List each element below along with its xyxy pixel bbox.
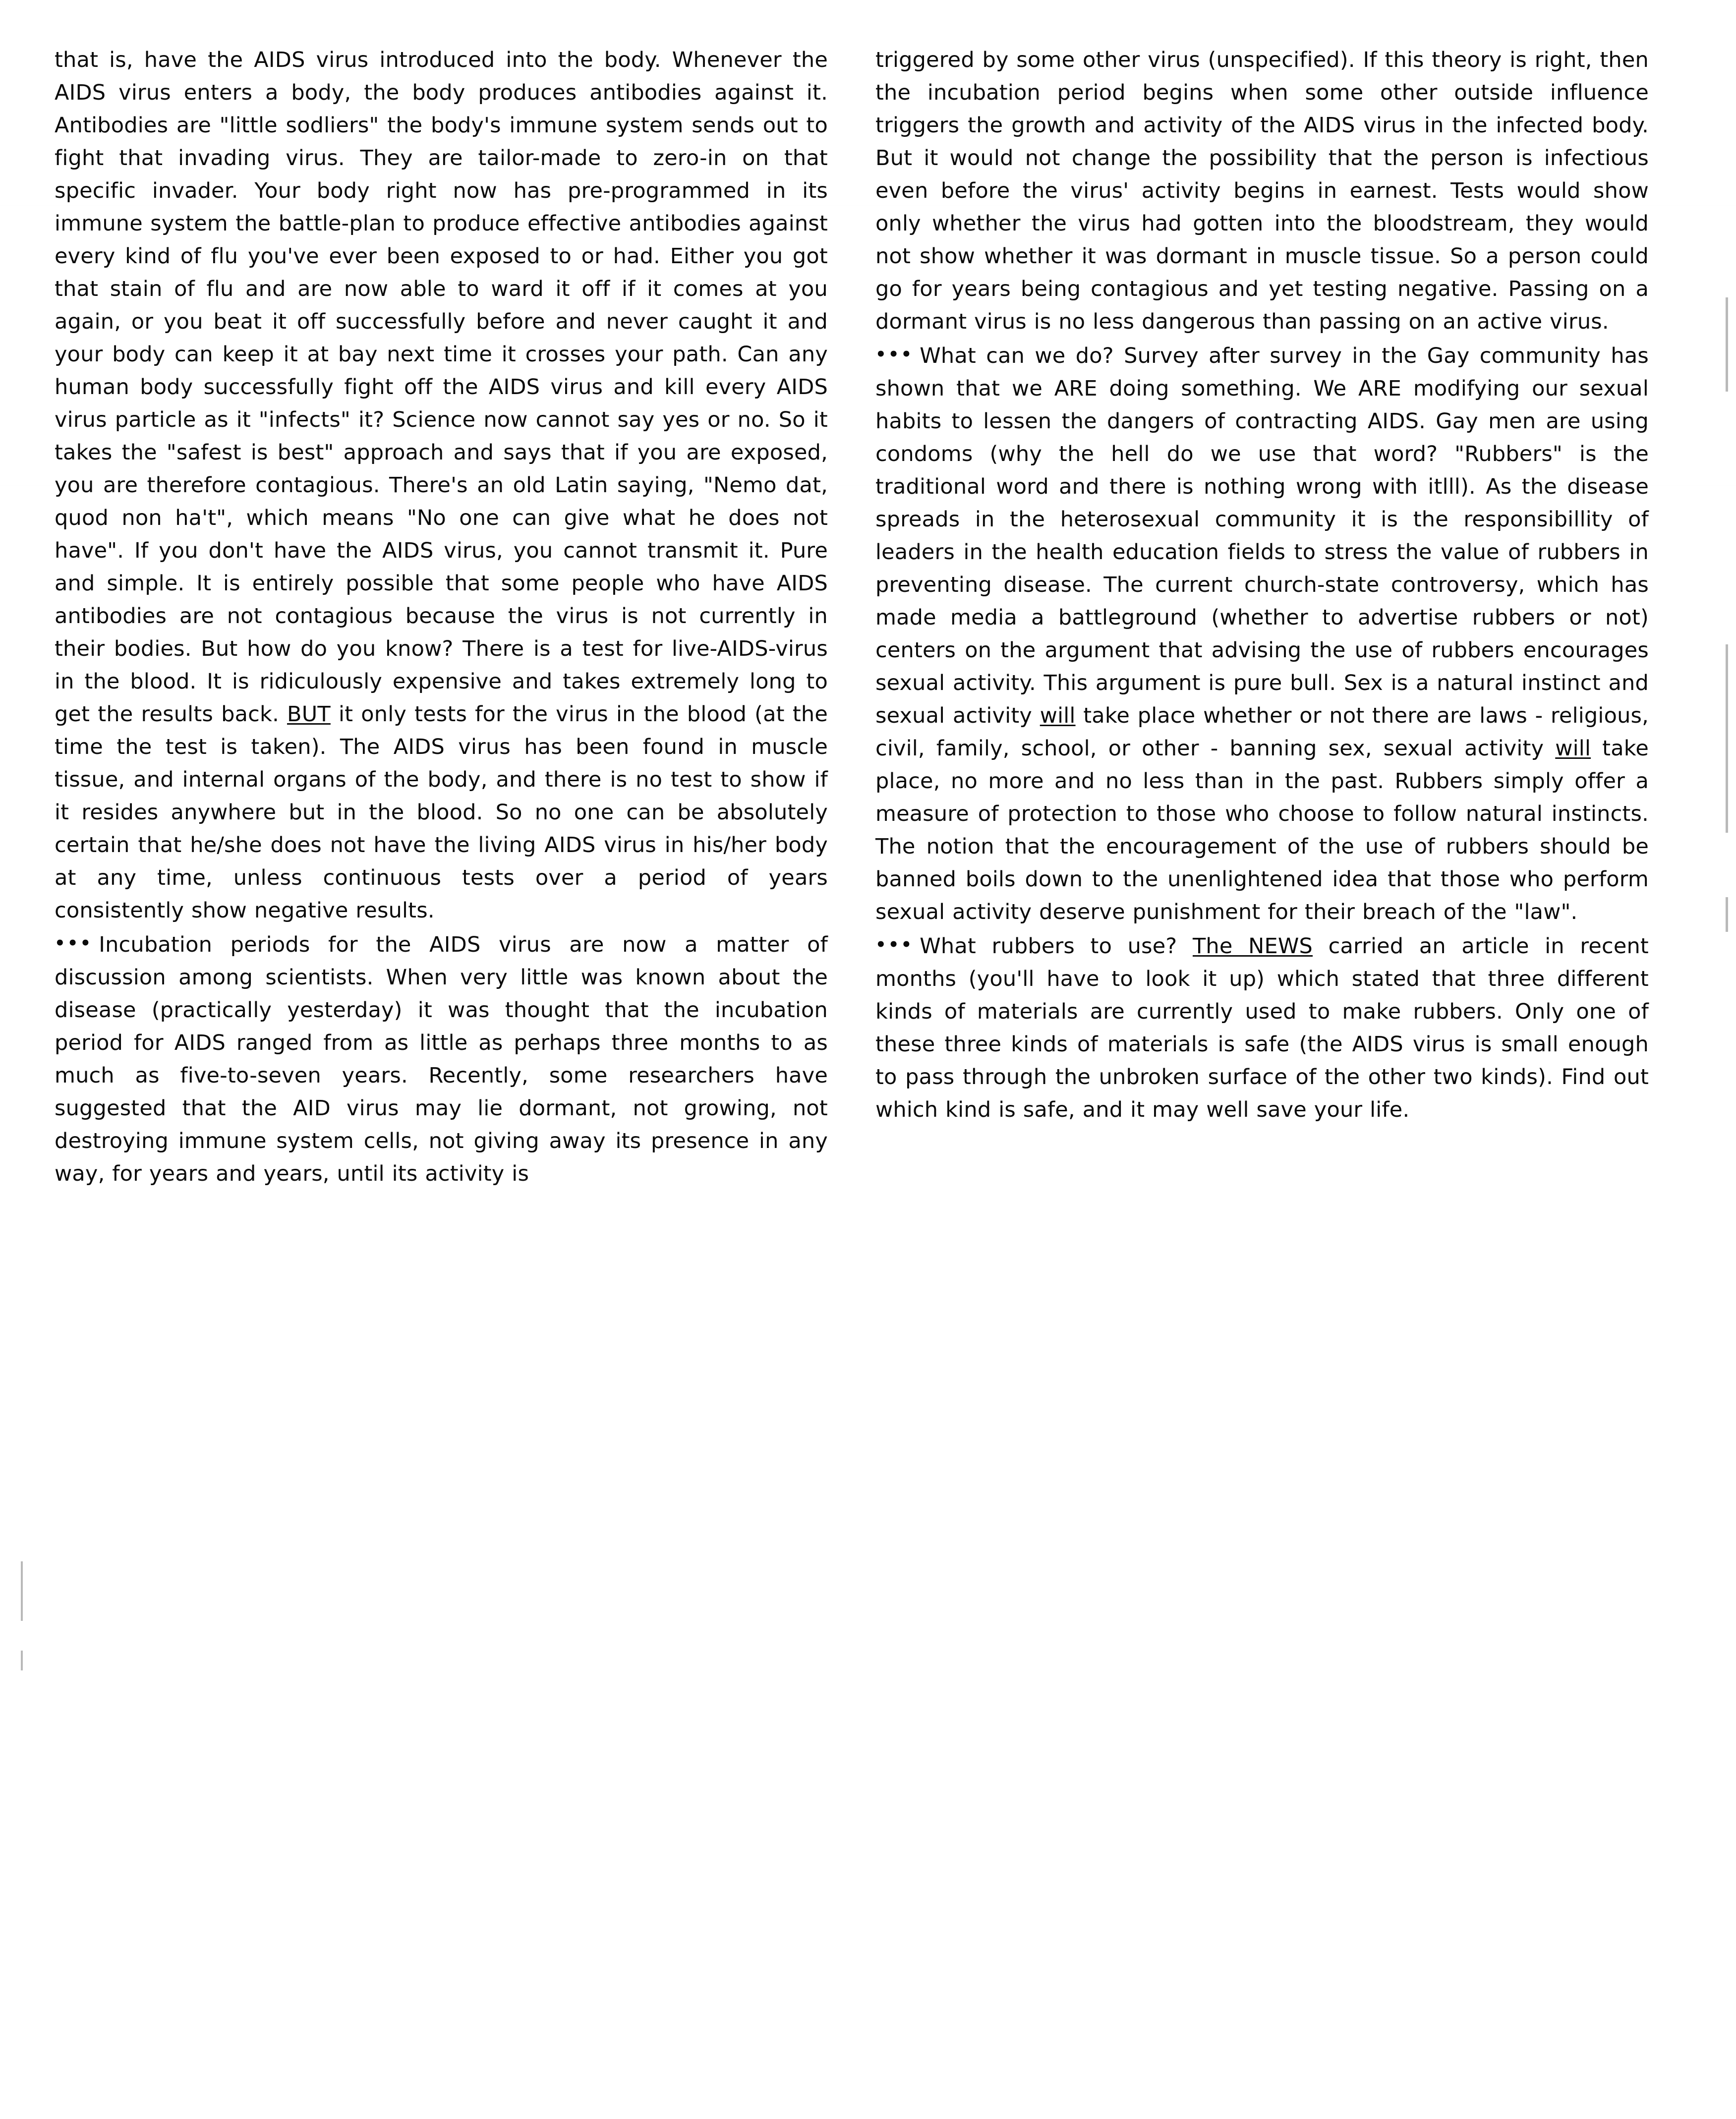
paragraph-text: What can we do? Survey after survey in the Gay community has shown that we ARE doing something. We ARE modifying our sexual habits to lessen the dangers of contracting AIDS. Gay men are using condoms (why the hell do we use that word? "Rubbers" is the traditional word and there is nothing wrong with itlll). As the disease spreads in the heterosexual community it is the responsibillity of leaders in the health education fields to stress the value of rubbers in preventing disease. The current church-state controversy, which has made media a battleground (whether to advertise rubbers or not) centers on the argument that advising the use of rubbers encourages sexual activity. This argument is pure bull. Sex is a natural instinct and sexual activity <box>875 344 1649 729</box>
paragraph-text-2: carried an article in recent months (you'll have to look it up) which stated that three different kinds of materials are currently used to make rubbers. Only one of these three kinds of materials is safe (the AIDS virus is small enough to pass through the unbroken surface of the other two kinds). Find out which kind is safe, and it may well save your life. <box>875 934 1649 1123</box>
paragraph-body-continued <box>55 44 828 927</box>
scan-edge-mark <box>1726 297 1728 392</box>
right-column <box>875 44 1649 1126</box>
paragraph-what-rubbers-to-use <box>875 928 1649 1126</box>
two-column-layout <box>55 44 1662 2089</box>
left-column <box>55 44 828 1190</box>
underlined-will-2: will <box>1555 736 1591 761</box>
bullet-icon: ••• <box>55 933 93 953</box>
scan-edge-mark <box>1726 644 1728 833</box>
underlined-will-1: will <box>1040 703 1076 729</box>
scan-edge-mark <box>21 1651 23 1670</box>
paragraph-text: Incubation periods for the AIDS virus are now a matter of discussion among scientists. When very little was known about the disease (practically yesterday) it was thought that the incubation period for AIDS ranged from as little as perhaps three months to as much as five-to-seven years. Recently, some researchers have suggested that the AID virus may lie dormant, not growing, not destroying immune system cells, not giving away its presence in any way, for years and years, until its activity is <box>55 932 828 1187</box>
paragraph-incubation-periods <box>55 927 828 1190</box>
underlined-but: BUT <box>287 702 331 727</box>
paragraph-text: What rubbers to use? <box>920 934 1193 959</box>
scan-edge-mark <box>1726 897 1728 932</box>
paragraph-text: triggered by some other virus (unspecified). If this theory is right, then the incubation period begins when some other outside influence triggers the growth and activity of the AIDS virus in the infected body. But it would not change the possibility that the person is infectious even before the virus' activity begins in earnest. Tests would show only whether the virus had gotten into the bloodstream, they would not show whether it was dormant in muscle tissue. So a person could go for years being contagious and yet testing negative. Passing on a dormant virus is no less dangerous than passing on an active virus. <box>875 48 1649 334</box>
paragraph-text: that is, have the AIDS virus introduced into the body. Whenever the AIDS virus enters a body, the body produces antibodies against it. Antibodies are "little sodliers" the body's immune system sends out to fight that invading virus. They are tailor-made to zero-in on that specific invader. Your body right now has pre-programmed in its immune system the battle-plan to produce effective antibodies against every kind of flu you've ever been exposed to or had. Either you got that stain of flu and are now able to ward it off if it comes at you again, or you beat it off successfully before and never caught it and your body can keep it at bay next time it crosses your path. Can any human body successfully fight off the AIDS virus and kill every AIDS virus particle as it "infects" it? Science now cannot say yes or no. So it takes the "safest is best" approach and says that if you are exposed, you are therefore contagious. There's an old Latin saying, "Nemo dat, quod non ha't", which means "No one can give what he does not have". If you don't have the AIDS virus, you cannot transmit it. Pure and simple. It is entirely possible that some people who have AIDS antibodies are not contagious because the virus is not currently in their bodies. But how do you know? There is a test for live-AIDS-virus in the blood. It is ridiculously expensive and takes extremely long to get the results back. <box>55 48 828 727</box>
scan-edge-mark <box>21 1561 23 1621</box>
paragraph-text-2: take place whether or not there are laws - religious, civil, family, school, or other - banning sex, sexual activity <box>875 703 1649 761</box>
paragraph-text-after-underline: it only tests for the virus in the blood (at the time the test is taken). The AIDS virus has been found in muscle tissue, and internal organs of the body, and there is no test to show if it resides anywhere but in the blood. So no one can be absolutely certain that he/she does not have the living AIDS virus in his/her body at any time, unless continuous tests over a period of years consistently show negative results. <box>55 702 828 923</box>
underlined-the-news: The NEWS <box>1192 934 1313 959</box>
bullet-icon: ••• <box>875 935 914 955</box>
paragraph-what-can-we-do <box>875 338 1649 928</box>
paragraph-triggered-by-other-virus <box>875 44 1649 338</box>
paragraph-text-3: take place, no more and no less than in the past. Rubbers simply offer a measure of protection to those who choose to follow natural instincts. The notion that the encouragement of the use of rubbers should be banned boils down to the unenlightened idea that those who perform sexual activity deserve punishment for their breach of the "law". <box>875 736 1649 925</box>
bullet-icon: ••• <box>875 344 914 364</box>
